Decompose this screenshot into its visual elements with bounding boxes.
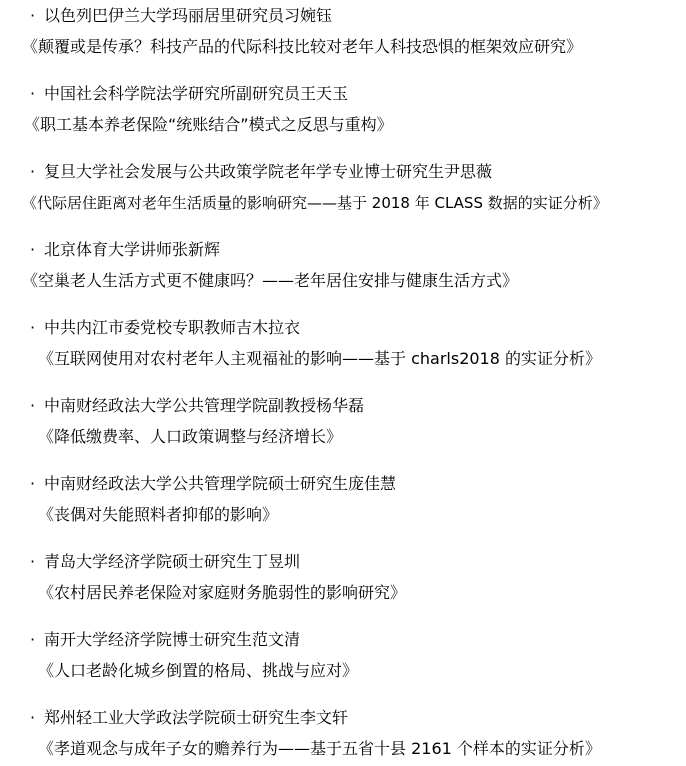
speaker-line [30, 4, 332, 28]
list-item [0, 472, 686, 532]
speaker-line [30, 316, 300, 340]
speaker-name: 以色列巴伊兰大学玛丽居里研究员习婉钰 [44, 6, 333, 25]
speaker-name: 中共内江市委党校专职教师吉木拉衣 [44, 318, 301, 337]
list-item [0, 4, 686, 64]
speaker-name: 青岛大学经济学院硕士研究生丁昱圳 [44, 552, 301, 571]
speaker-line [30, 82, 348, 106]
speaker-name: 中南财经政法大学公共管理学院硕士研究生庞佳慧 [44, 474, 397, 493]
list-item [0, 628, 686, 688]
speaker-name: 中南财经政法大学公共管理学院副教授杨华磊 [44, 396, 365, 415]
bullet: · [30, 630, 36, 649]
bullet: · [30, 396, 36, 415]
list-item [0, 238, 686, 298]
paper-title: 《丧偶对失能照料者抑郁的影响》 [38, 505, 279, 524]
paper-title: 《代际居住距离对老年生活质量的影响研究——基于 2018 年 CLASS 数据的实证分析》 [22, 194, 608, 212]
speaker-line [30, 160, 492, 184]
list-item [0, 394, 686, 454]
paper-title: 《孝道观念与成年子女的赡养行为——基于五省十县 2161 个样本的实证分析》 [38, 739, 601, 758]
bullet: · [30, 84, 36, 103]
speaker-name: 南开大学经济学院博士研究生范文清 [44, 630, 301, 649]
speaker-name: 郑州轻工业大学政法学院硕士研究生李文轩 [44, 708, 349, 727]
speaker-line [30, 706, 348, 730]
bullet: · [30, 162, 36, 181]
paper-title: 《职工基本养老保险“统账结合”模式之反思与重构》 [24, 115, 393, 134]
list-item [0, 706, 686, 766]
paper-title: 《互联网使用对农村老年人主观福祉的影响——基于 charls2018 的实证分析》 [38, 349, 601, 368]
speaker-line [30, 472, 396, 496]
list-item [0, 82, 686, 142]
list-item [0, 316, 686, 376]
speaker-line [30, 628, 300, 652]
speaker-name: 北京体育大学讲师张新辉 [44, 240, 221, 259]
speaker-line [30, 550, 300, 574]
bullet: · [30, 552, 36, 571]
paper-title: 《颠覆或是传承？科技产品的代际科技比较对老年人科技恐惧的框架效应研究》 [22, 37, 583, 56]
paper-title: 《人口老龄化城乡倒置的格局、挑战与应对》 [38, 661, 359, 680]
paper-title: 《降低缴费率、人口政策调整与经济增长》 [38, 427, 343, 446]
paper-title: 《农村居民养老保险对家庭财务脆弱性的影响研究》 [38, 583, 407, 602]
list-item [0, 550, 686, 610]
speaker-name: 复旦大学社会发展与公共政策学院老年学专业博士研究生尹思薇 [44, 162, 493, 181]
bullet: · [30, 240, 36, 259]
bullet: · [30, 708, 36, 727]
paper-title: 《空巢老人生活方式更不健康吗？——老年居住安排与健康生活方式》 [22, 271, 519, 290]
bullet: · [30, 318, 36, 337]
speaker-line [30, 394, 364, 418]
bullet: · [30, 474, 36, 493]
list-item [0, 160, 686, 220]
speaker-name: 中国社会科学院法学研究所副研究员王天玉 [44, 84, 349, 103]
speaker-line [30, 238, 220, 262]
bullet: · [30, 6, 36, 25]
